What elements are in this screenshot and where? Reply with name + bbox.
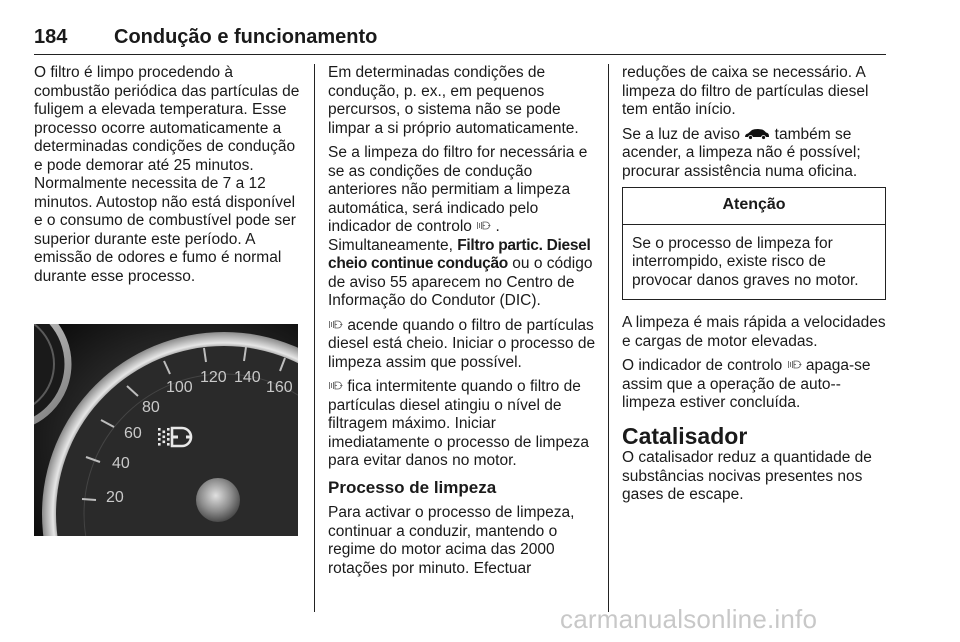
paragraph: Se a luz de aviso também se acender, a limpeza não é possível; procurar assistência numa oficina. bbox=[622, 125, 861, 180]
dpf-indicator-icon bbox=[328, 379, 343, 392]
warning-box bbox=[622, 187, 886, 300]
page-header bbox=[34, 26, 886, 55]
gauge-number: 60 bbox=[124, 425, 142, 442]
column-2 bbox=[328, 64, 596, 584]
dpf-indicator-icon bbox=[787, 358, 802, 371]
watermark: carmanualsonline.info bbox=[560, 604, 818, 634]
paragraph: reduções de caixa se necessário. A limpeza do filtro de partículas diesel tem então início. bbox=[622, 64, 869, 118]
page-number: 184 bbox=[34, 26, 68, 48]
subheading: Processo de limpeza bbox=[328, 477, 497, 497]
gauge-number: 120 bbox=[200, 369, 227, 386]
warning-text: Se o processo de limpeza for interrompido, existe risco de provocar danos graves no motor. bbox=[632, 234, 859, 289]
instrument-cluster-figure bbox=[34, 324, 298, 536]
column-divider bbox=[608, 64, 609, 612]
column-3 bbox=[622, 64, 886, 511]
dpf-indicator-icon bbox=[328, 318, 343, 331]
gauge-number: 100 bbox=[166, 379, 193, 396]
paragraph: fica intermitente quando o filtro de partículas diesel atingiu o nível de filtragem máximo. Iniciar imediatamente o processo de limpeza para evitar danos no motor. bbox=[328, 378, 590, 469]
gauge-number: 160 bbox=[266, 379, 293, 396]
dpf-indicator-icon bbox=[476, 219, 491, 232]
paragraph: Para activar o processo de limpeza, continuar a conduzir, mantendo o regime do motor acima das 2000 rotações por minuto. Efectuar bbox=[328, 504, 575, 577]
column-divider bbox=[314, 64, 315, 612]
warning-title: Atenção bbox=[623, 188, 885, 225]
paragraph: O catalisador reduz a quantidade de substâncias nocivas presentes nos gases de escape. bbox=[622, 449, 872, 503]
paragraph: Em determinadas condições de condução, p. ex., em pequenos percursos, o sistema não se pode limpar a si próprio automaticamente. bbox=[328, 64, 579, 137]
paragraph: Se a limpeza do filtro for necessária e se as condições de condução anteriores não permitiam a limpeza automática, será indicado pelo indicador de controlo . Simultaneamente, Filtro partic. Diesel cheio continue condução ou o código de aviso 55 aparecem no Centro de Informação do Condutor (DIC). bbox=[328, 144, 593, 309]
section-heading: Catalisador bbox=[622, 422, 748, 449]
gauge-number: 20 bbox=[106, 489, 124, 506]
service-vehicle-icon bbox=[744, 128, 770, 140]
column-1 bbox=[34, 64, 300, 292]
gauge-number: 40 bbox=[112, 455, 130, 472]
paragraph: acende quando o filtro de partículas diesel está cheio. Iniciar o processo de limpeza assim que possível. bbox=[328, 316, 596, 371]
section-title: Condução e funcionamento bbox=[114, 26, 378, 48]
paragraph: A limpeza é mais rápida a velocidades e cargas de motor elevadas. bbox=[622, 314, 886, 350]
paragraph: O filtro é limpo procedendo à combustão periódica das partículas de fuligem a elevada temperatura. Esse processo ocorre automaticamente a determinadas condições de condução e pode demorar até 25 minutos. Normalmente necessita de 7 a 12 minutos. Autostop não está disponível e o consumo de combustível pode ser superior durante este período. A emissão de odores e fumo é normal durante esse processo. bbox=[34, 64, 300, 285]
gauge-number: 140 bbox=[234, 369, 261, 386]
paragraph: O indicador de controlo apaga-se assim que a operação de auto--limpeza estiver concluída. bbox=[622, 357, 871, 411]
dic-message: Filtro partic. Diesel cheio continue condução bbox=[328, 236, 591, 272]
gauge-number: 80 bbox=[142, 399, 160, 416]
